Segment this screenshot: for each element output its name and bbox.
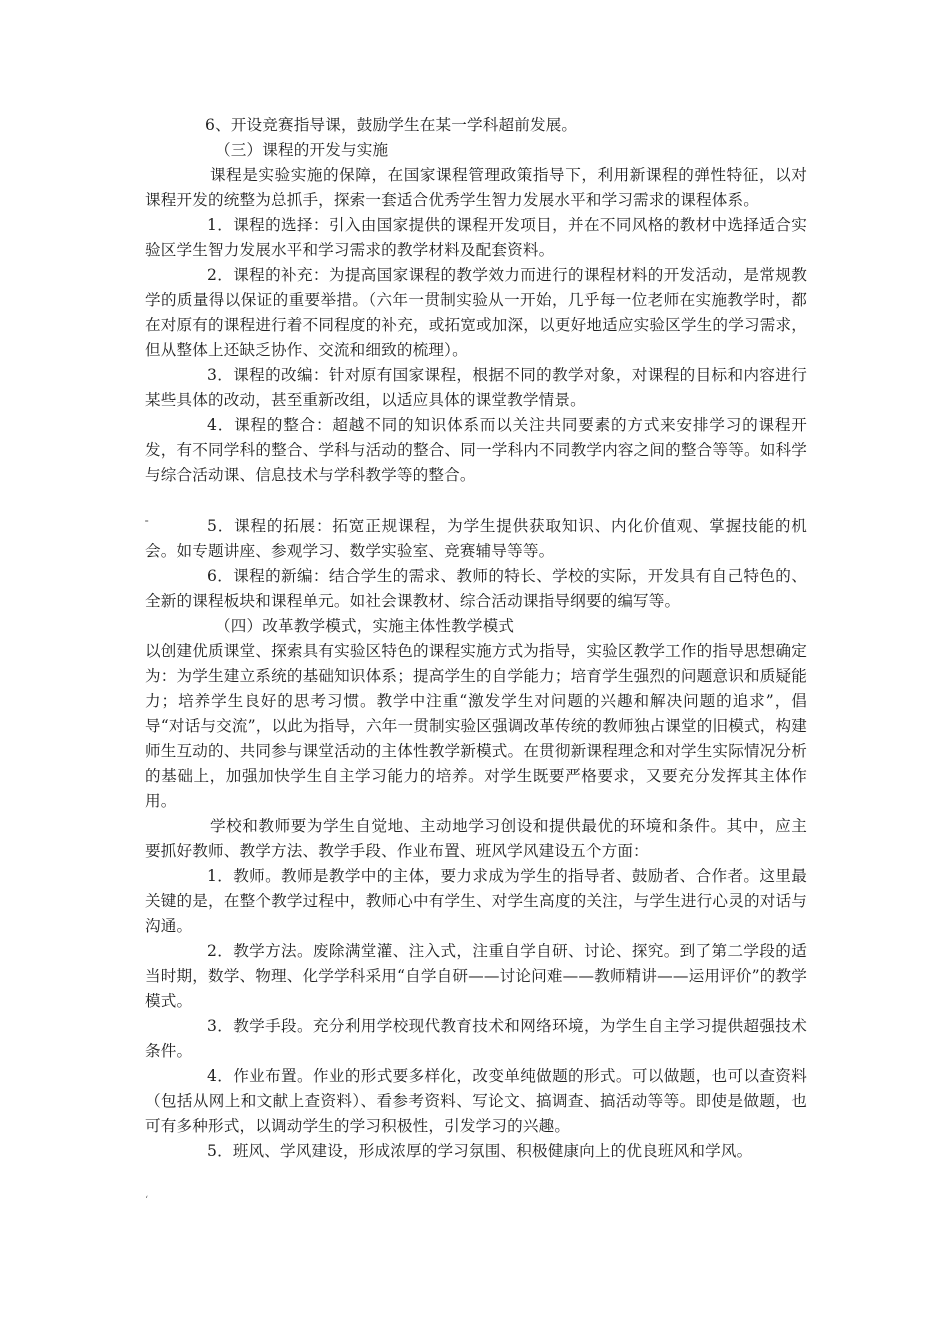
page-gap (145, 488, 807, 514)
list-item: 1．教师。教师是教学中的主体，要力求成为学生的指导者、鼓励者、合作者。这里最关键的是，在整个教学过程中，教师心中有学生、对学生高度的关注，与学生进行心灵的对话与沟通。 (145, 867, 807, 935)
document-page (145, 113, 807, 1164)
list-item: 2．教学方法。废除满堂灌、注入式，注重自学自研、讨论、探究。到了第二学段的适当时期，数学、物理、化学学科采用“自学自研——讨论问难——教师精讲——运用评价”的教学模式。 (145, 942, 807, 1010)
paragraph: 6、开设竞赛指导课，鼓励学生在某一学科超前发展。 (205, 116, 578, 134)
list-item: 3．课程的改编：针对原有国家课程，根据不同的教学对象，对课程的目标和内容进行某些具体的改动，甚至重新改组，以适应具体的课堂教学情景。 (145, 366, 807, 409)
paragraph: 学校和教师要为学生自觉地、主动地学习创设和提供最优的环境和条件。其中，应主要抓好教师、教学方法、教学手段、作业布置、班风学风建设五个方面： (145, 817, 807, 860)
page-break-mark: ‘ (145, 1195, 149, 1206)
list-item: 3．教学手段。充分利用学校现代教育技术和网络环境，为学生自主学习提供超强技术条件。 (145, 1017, 807, 1060)
paragraph: 课程是实验实施的保障，在国家课程管理政策指导下，利用新课程的弹性特征，以对课程开发的统整为总抓手，探索一套适合优秀学生智力发展水平和学习需求的课程体系。 (145, 166, 807, 209)
list-item: 2．课程的补充：为提高国家课程的教学效力而进行的课程材料的开发活动，是常规教学的质量得以保证的重要举措。（六年一贯制实验从一开始，几乎每一位老师在实施教学时，都在对原有的课程进行着不同程度的补充，或拓宽或加深，以更好地适应实验区学生的学习需求，但从整体上还缺乏协作、交流和细致的梳理）。 (145, 266, 807, 359)
list-item: 1．课程的选择：引入由国家提供的课程开发项目，并在不同风格的教材中选择适合实验区学生智力发展水平和学习需求的教学材料及配套资料。 (145, 216, 807, 259)
section-heading: （三）课程的开发与实施 (215, 141, 389, 159)
page-break-mark: ˭ (145, 519, 149, 530)
list-item: 5．班风、学风建设，形成浓厚的学习氛围、积极健康向上的优良班风和学风。 (207, 1142, 753, 1160)
list-item: 6．课程的新编：结合学生的需求、教师的特长、学校的实际，开发具有自己特色的、全新的课程板块和课程单元。如社会课教材、综合活动课指导纲要的编写等。 (145, 567, 807, 610)
list-item: 5．课程的拓展：拓宽正规课程，为学生提供获取知识、内化价值观、掌握技能的机会。如专题讲座、参观学习、数学实验室、竞赛辅导等等。 (145, 517, 807, 560)
paragraph: 以创建优质课堂、探索具有实验区特色的课程实施方式为指导，实验区教学工作的指导思想确定为：为学生建立系统的基础知识体系；提高学生的自学能力；培育学生强烈的问题意识和质疑能力；培养学生良好的思考习惯。教学中注重“激发学生对问题的兴趣和解决问题的追求”，倡导“对话与交流”，以此为指导，六年一贯制实验区强调改革传统的教师独占课堂的旧模式，构建师生互动的、共同参与课堂活动的主体性教学新模式。在贯彻新课程理念和对学生实际情况分析的基础上，加强加快学生自主学习能力的培养。对学生既要严格要求，又要充分发挥其主体作用。 (145, 642, 807, 810)
list-item: 4．作业布置。作业的形式要多样化，改变单纯做题的形式。可以做题，也可以查资料（包括从网上和文献上查资料）、看参考资料、写论文、搞调查、搞活动等等。即使是做题，也可有多种形式，以调动学生的学习积极性，引发学习的兴趣。 (145, 1067, 807, 1135)
list-item: 4．课程的整合：超越不同的知识体系而以关注共同要素的方式来安排学习的课程开发，有不同学科的整合、学科与活动的整合、同一学科内不同教学内容之间的整合等等。如科学与综合活动课、信息技术与学科教学等的整合。 (145, 416, 807, 484)
section-heading: （四）改革教学模式，实施主体性教学模式 (215, 617, 515, 635)
